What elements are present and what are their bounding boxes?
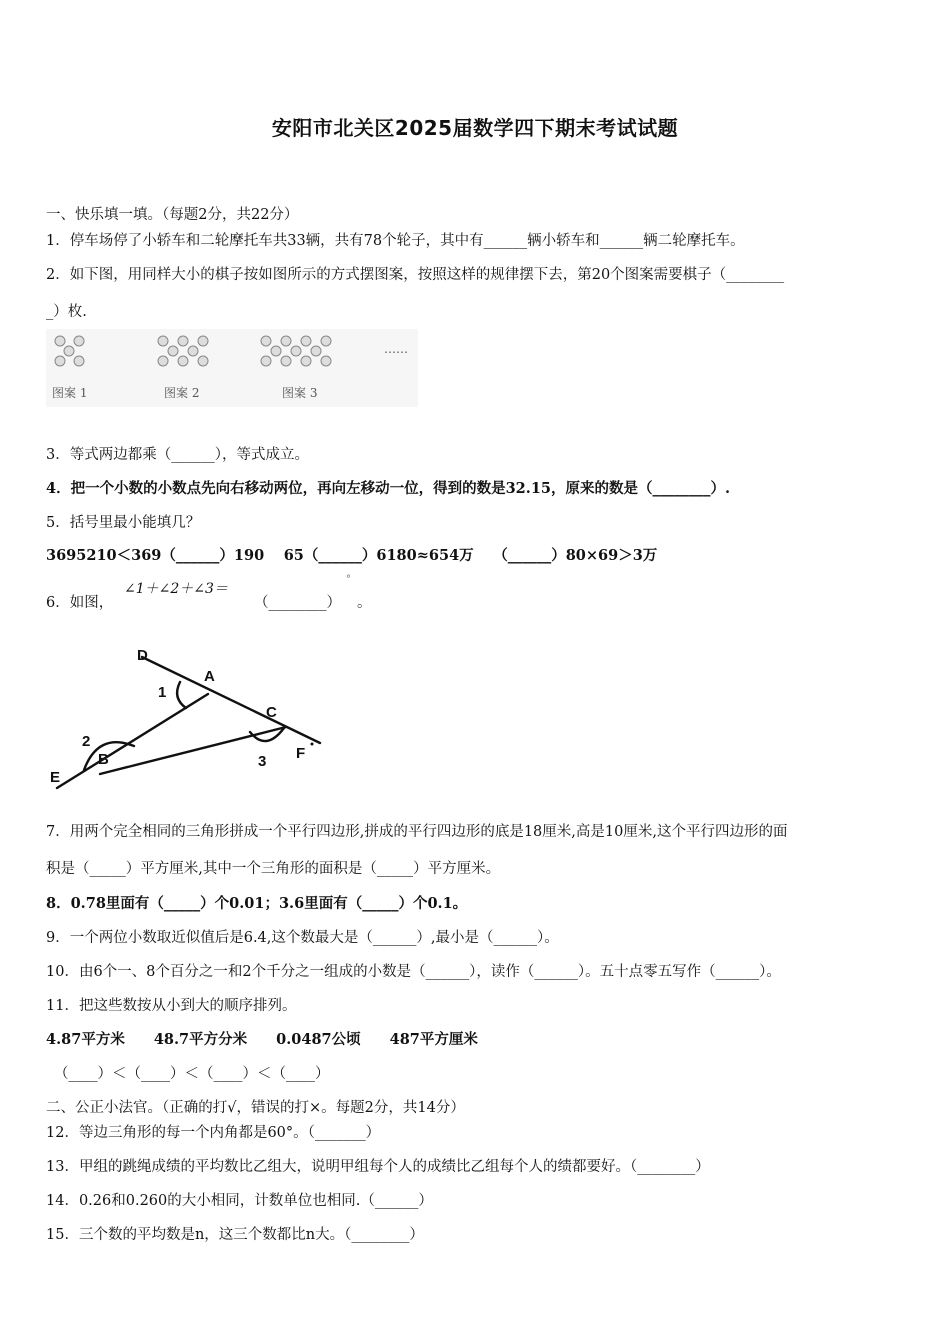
question-5-line: 3695210＜369（______）190 65（______）6180≈654万 （______）80×69＞3万: [46, 547, 658, 564]
question-6-blank: （________）: [254, 595, 341, 611]
question-3: 3．等式两边都乘（______），等式成立。: [46, 447, 309, 463]
angle-1-arc: [177, 682, 186, 708]
pattern-2-label: 图案 2: [164, 386, 200, 400]
section-one-heading: 一、快乐填一填。（每题2分，共22分）: [46, 207, 299, 223]
question-13: 13．甲组的跳绳成绩的平均数比乙组大，说明甲组每个人的成绩比乙组每个人的绩都要好。（________）: [46, 1159, 710, 1175]
question-15: 15．三个数的平均数是n，这三个数都比n大。（________）: [46, 1227, 424, 1243]
angle-3-label: 3: [258, 753, 267, 770]
point-a-label: A: [204, 668, 215, 685]
point-f-label: F: [296, 745, 306, 762]
line-dc: [142, 657, 320, 743]
question-10: 10．由6个一、8个百分之一和2个千分之一组成的小数是（______），读作（______）。五十点零五写作（______）。: [46, 964, 781, 980]
question-14: 14．0.26和0.260的大小相同，计数单位也相同.（______）: [46, 1193, 433, 1209]
page-title: 安阳市北关区2025届数学四下期末考试试题: [271, 116, 679, 140]
question-1: 1．停车场停了小轿车和二轮摩托车共33辆，共有78个轮子，其中有______辆小轿车和______辆二轮摩托车。: [46, 233, 745, 249]
question-4: 4．把一个小数的小数点先向右移动两位，再向左移动一位，得到的数是32.15，原来的数是（________）.: [46, 480, 731, 497]
angle-figure: [44, 640, 334, 792]
pattern-ellipsis: ……: [384, 342, 408, 356]
question-2-line1: 2．如下图，用同样大小的棋子按如图所示的方式摆图案，按照这样的规律摆下去，第20个图案需要棋子（________: [46, 267, 785, 283]
section-two-heading: 二、公正小法官。（正确的打√，错误的打×。每题2分，共14分）: [46, 1100, 465, 1116]
angle-2-label: 2: [82, 733, 91, 750]
question-12: 12．等边三角形的每一个内角都是60°。（_______）: [46, 1125, 381, 1141]
question-7-line2: 积是（_____）平方厘米,其中一个三角形的面积是（_____）平方厘米。: [46, 861, 501, 877]
question-11-items: 4.87平方米 48.7平方分米 0.0487公顷 487平方厘米: [46, 1031, 478, 1048]
degree-sign: °: [346, 574, 351, 585]
pattern-3-label: 图案 3: [282, 386, 318, 400]
question-9: 9．一个两位小数取近似值后是6.4,这个数最大是（______）,最小是（______）。: [46, 930, 559, 946]
question-5-stem: 5．括号里最小能填几？: [46, 515, 201, 531]
question-2-line2: _）枚.: [46, 304, 87, 320]
point-d-label: D: [137, 647, 148, 664]
angle-1-label: 1: [158, 684, 167, 701]
question-6-prefix: 6．如图，: [46, 595, 114, 611]
question-7-line1: 7．用两个完全相同的三角形拼成一个平行四边形,拼成的平行四边形的底是18厘米,高是10厘米,这个平行四边形的面: [46, 824, 788, 840]
point-e-label: E: [50, 769, 61, 786]
pattern-1-label: 图案 1: [52, 386, 88, 400]
question-11-stem: 11．把这些数按从小到大的顺序排列。: [46, 998, 297, 1014]
point-b-label: B: [98, 751, 109, 768]
question-8: 8．0.78里面有（_____）个0.01；3.6里面有（_____）个0.1。: [46, 895, 468, 912]
question-6-formula: ∠1＋∠2＋∠3＝: [124, 581, 228, 597]
question-11-order: （____）＜（____）＜（____）＜（____）: [54, 1066, 330, 1082]
chess-pattern-figure: [46, 329, 418, 407]
question-6-end: 。: [357, 595, 372, 611]
point-c-label: C: [266, 704, 277, 721]
